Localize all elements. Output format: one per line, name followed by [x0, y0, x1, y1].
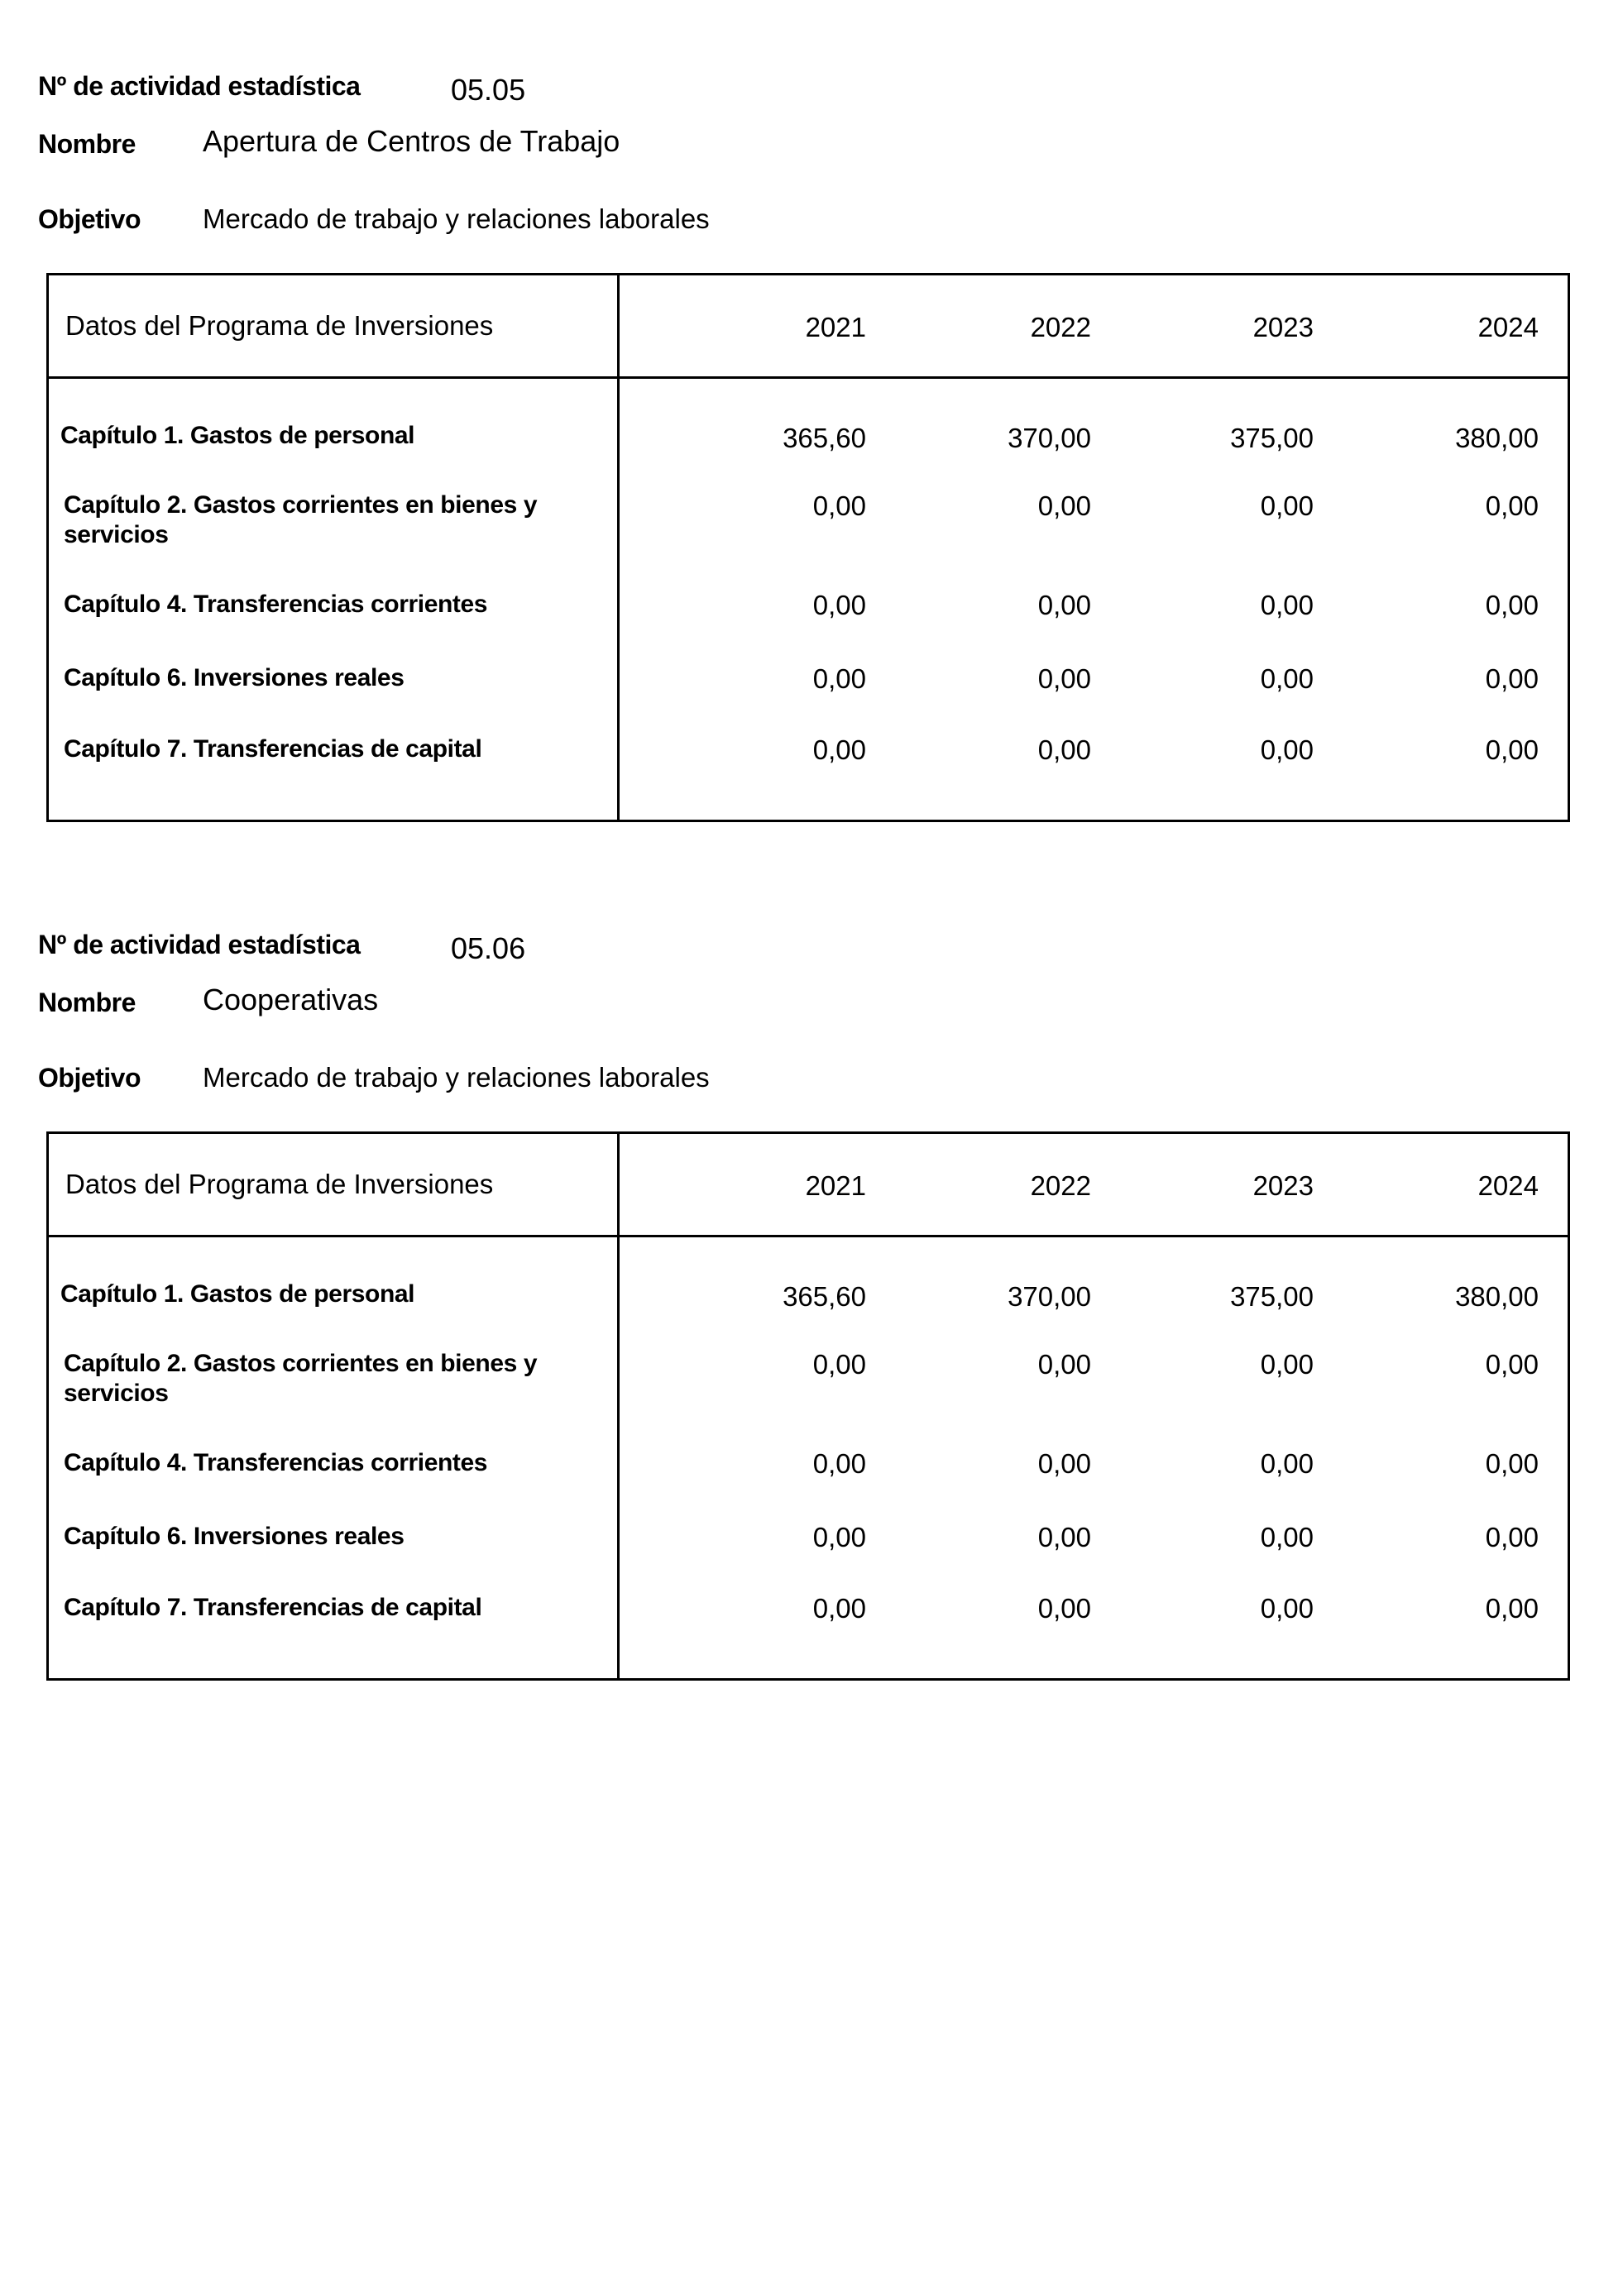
row-value: 370,00 [1008, 1281, 1091, 1312]
row-value: 0,00 [812, 490, 866, 521]
investment-table [46, 273, 1570, 822]
activity-number-value: 05.05 [451, 73, 526, 107]
row-value: 0,00 [1037, 663, 1091, 694]
row-value: 0,00 [1485, 1448, 1539, 1479]
row-value: 0,00 [1037, 1349, 1091, 1380]
row-value: 0,00 [1485, 590, 1539, 620]
row-value: 0,00 [812, 1522, 866, 1552]
activity-number-label: Nº de actividad estadística [38, 71, 361, 101]
year-header: 2021 [805, 1170, 866, 1201]
row-label: Capítulo 6. Inversiones reales [64, 1523, 405, 1550]
row-value: 375,00 [1230, 423, 1314, 453]
row-value: 0,00 [812, 663, 866, 694]
table-column-divider [617, 1134, 620, 1678]
row-value: 0,00 [812, 734, 866, 765]
row-label: Capítulo 1. Gastos de personal [60, 422, 415, 449]
row-value: 365,60 [783, 423, 866, 453]
row-label: Capítulo 2. Gastos corrientes en bienes y servicios [64, 1350, 538, 1407]
table-column-divider [617, 275, 620, 820]
activity-objective-value: Mercado de trabajo y relaciones laborales [203, 1062, 710, 1093]
row-value: 370,00 [1008, 423, 1091, 453]
row-value: 0,00 [812, 1448, 866, 1479]
table-title: Datos del Programa de Inversiones [65, 310, 494, 341]
row-label: Capítulo 7. Transferencias de capital [64, 735, 482, 763]
table-header-divider [49, 1235, 1568, 1237]
activity-name-label: Nombre [38, 988, 136, 1017]
row-value: 0,00 [1485, 490, 1539, 521]
row-label: Capítulo 6. Inversiones reales [64, 664, 405, 691]
row-label: Capítulo 1. Gastos de personal [60, 1280, 415, 1308]
table-title: Datos del Programa de Inversiones [65, 1169, 494, 1199]
year-header: 2023 [1252, 312, 1314, 342]
row-value: 0,00 [1260, 590, 1314, 620]
row-value: 380,00 [1455, 1281, 1539, 1312]
row-value: 380,00 [1455, 423, 1539, 453]
year-header: 2021 [805, 312, 866, 342]
year-header: 2022 [1030, 1170, 1091, 1201]
row-value: 0,00 [1260, 1448, 1314, 1479]
row-value: 0,00 [1260, 1522, 1314, 1552]
row-label: Capítulo 2. Gastos corrientes en bienes y servicios [64, 491, 538, 548]
row-value: 0,00 [812, 590, 866, 620]
activity-name-value: Cooperativas [203, 983, 379, 1016]
row-value: 0,00 [1485, 1349, 1539, 1380]
activity-name-label: Nombre [38, 129, 136, 159]
row-value: 0,00 [1037, 734, 1091, 765]
activity-objective-label: Objetivo [38, 1063, 141, 1093]
activity-objective-value: Mercado de trabajo y relaciones laborales [203, 203, 710, 234]
row-value: 0,00 [1037, 1593, 1091, 1624]
row-value: 0,00 [1260, 490, 1314, 521]
row-label: Capítulo 7. Transferencias de capital [64, 1594, 482, 1621]
activity-number-value: 05.06 [451, 931, 526, 965]
activity-block [0, 859, 1623, 1719]
activity-number-label: Nº de actividad estadística [38, 930, 361, 959]
row-value: 0,00 [1485, 663, 1539, 694]
year-header: 2022 [1030, 312, 1091, 342]
row-value: 0,00 [812, 1593, 866, 1624]
activity-block [0, 0, 1623, 860]
row-value: 0,00 [1037, 1522, 1091, 1552]
investment-table [46, 1131, 1570, 1681]
row-value: 0,00 [1485, 1593, 1539, 1624]
row-value: 0,00 [1260, 1349, 1314, 1380]
table-header-divider [49, 376, 1568, 379]
row-label: Capítulo 4. Transferencias corrientes [64, 1449, 488, 1476]
row-value: 0,00 [1037, 590, 1091, 620]
row-value: 0,00 [1260, 734, 1314, 765]
row-value: 0,00 [1485, 734, 1539, 765]
row-value: 0,00 [1260, 663, 1314, 694]
row-label: Capítulo 4. Transferencias corrientes [64, 591, 488, 618]
row-value: 0,00 [1485, 1522, 1539, 1552]
row-value: 0,00 [1037, 1448, 1091, 1479]
activity-objective-label: Objetivo [38, 204, 141, 234]
year-header: 2024 [1477, 312, 1539, 342]
row-value: 0,00 [1260, 1593, 1314, 1624]
row-value: 0,00 [1037, 490, 1091, 521]
activity-name-value: Apertura de Centros de Trabajo [203, 124, 620, 158]
year-header: 2023 [1252, 1170, 1314, 1201]
row-value: 375,00 [1230, 1281, 1314, 1312]
row-value: 365,60 [783, 1281, 866, 1312]
year-header: 2024 [1477, 1170, 1539, 1201]
row-value: 0,00 [812, 1349, 866, 1380]
